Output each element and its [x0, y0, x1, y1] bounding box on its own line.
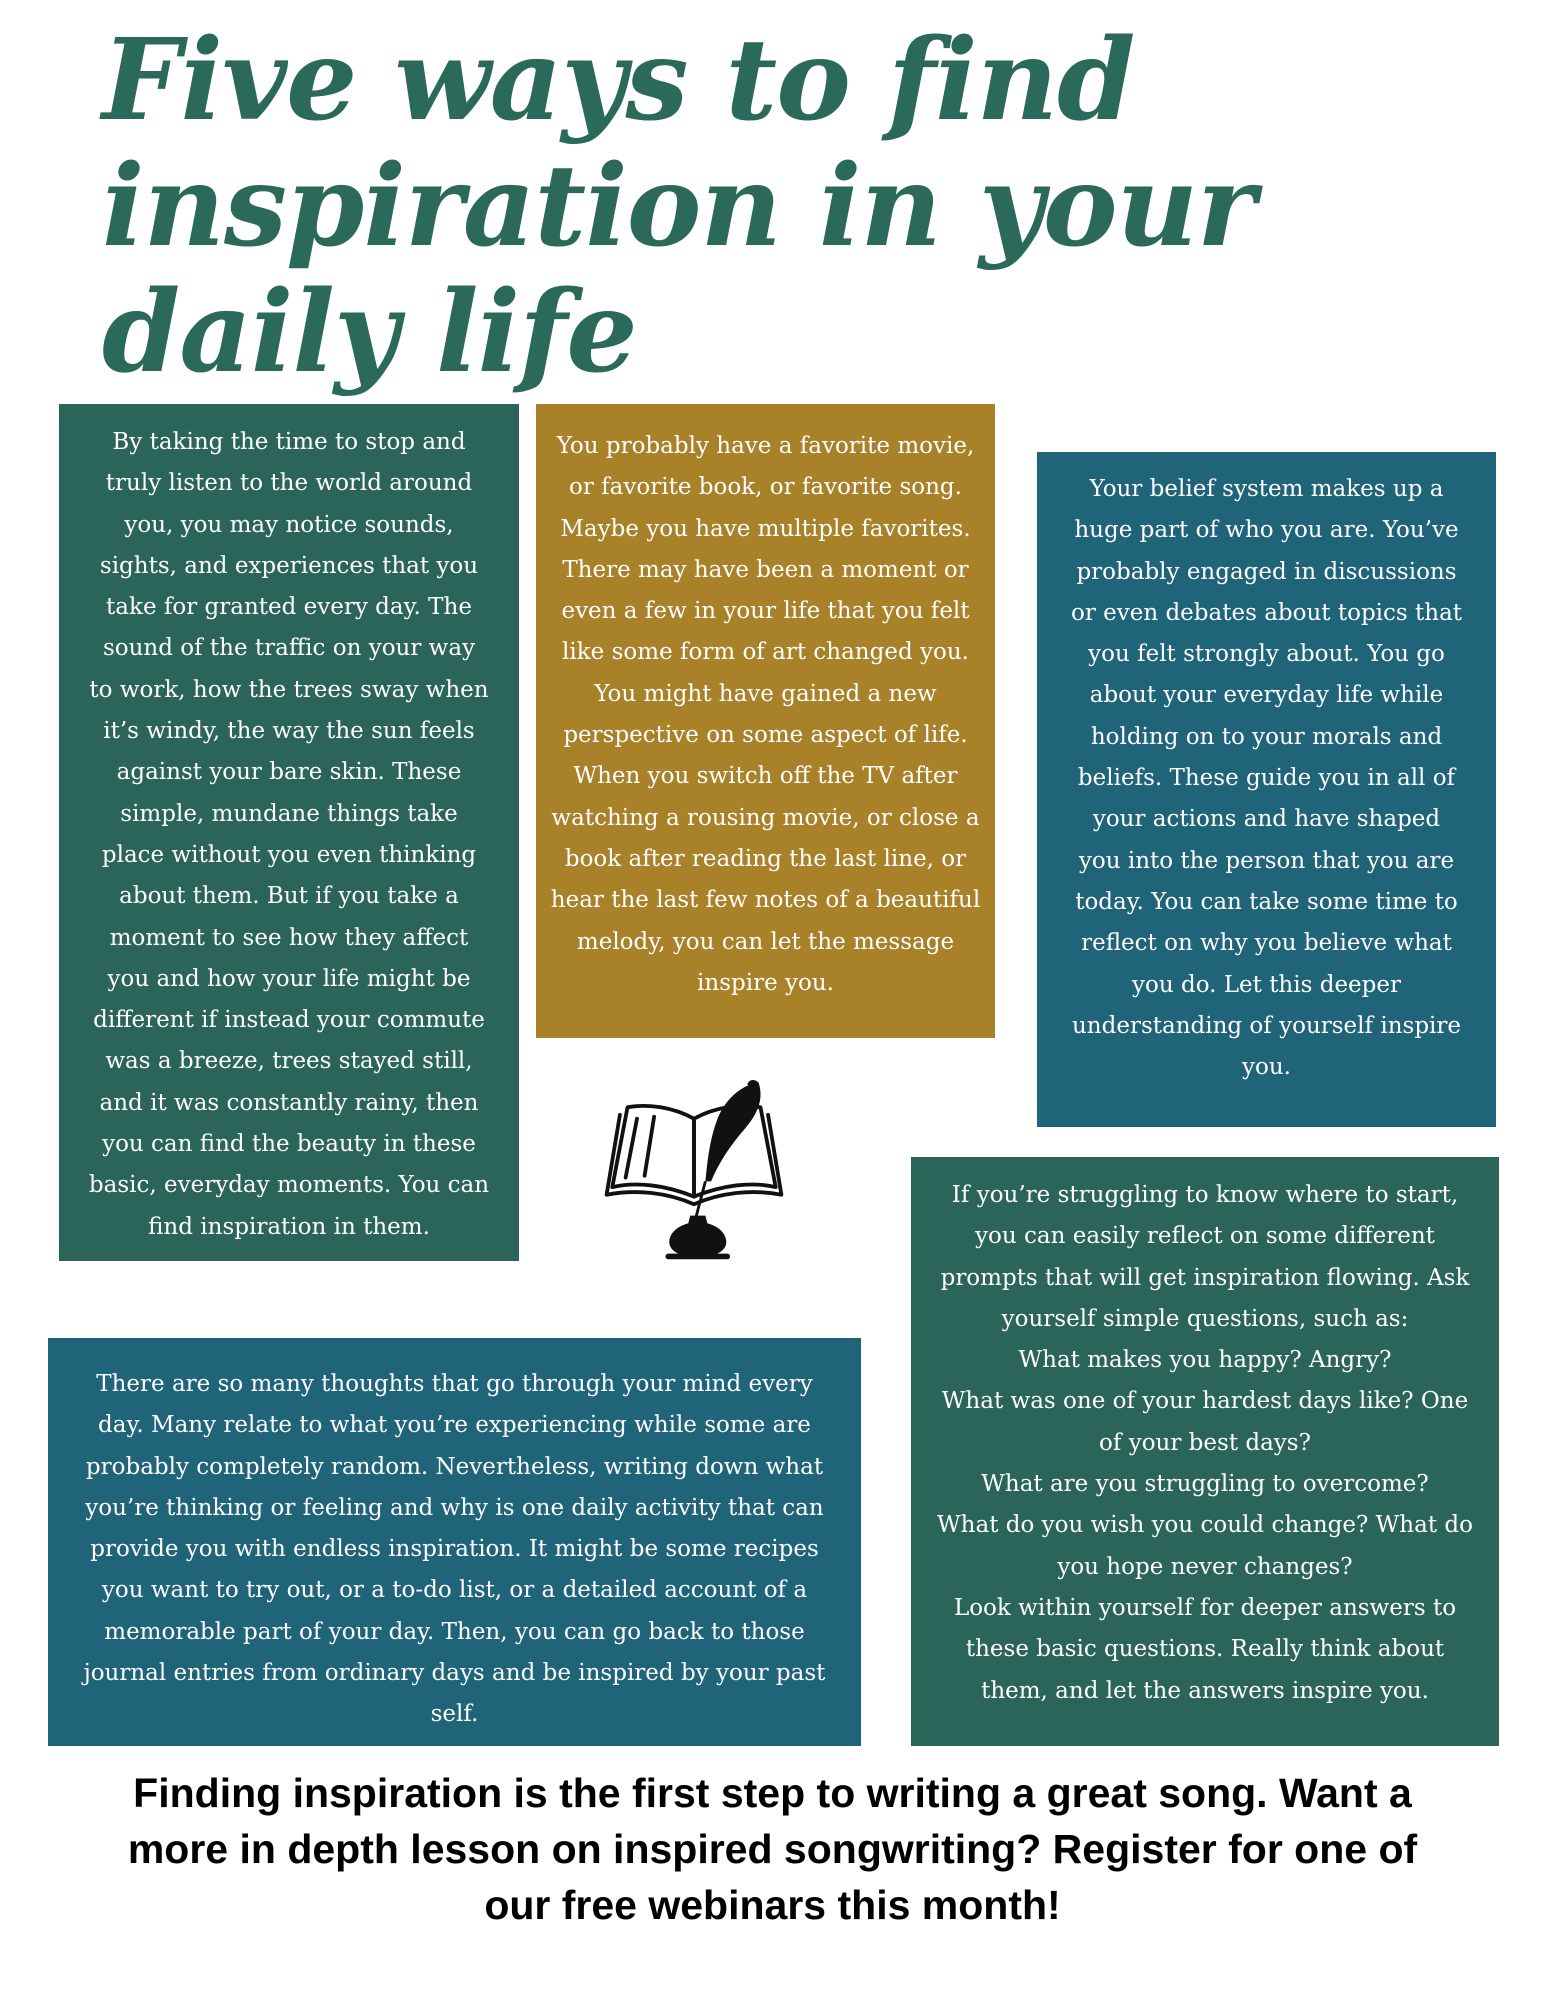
text-line: prompts that will get inspiration flowing. Ask	[940, 1264, 1470, 1291]
beliefs-tip-box	[1037, 452, 1496, 1127]
page-title	[102, 15, 1402, 398]
text-line: holding on to your morals and	[1090, 723, 1443, 750]
text-line: beliefs. These guide you in all of	[1077, 765, 1456, 792]
journal-tip-box	[48, 1338, 861, 1746]
listen-tip-text	[65, 422, 513, 1248]
text-line: you into the person that you are	[1078, 847, 1455, 874]
text-line: about your everyday life while	[1089, 682, 1444, 709]
text-line: different if instead your commute	[93, 1007, 485, 1034]
text-line: understanding of yourself inspire	[1071, 1012, 1462, 1039]
prompt-question: What do you wish you could change? What do	[937, 1512, 1473, 1539]
text-line: yourself simple questions, such as:	[1001, 1305, 1409, 1332]
title-line: daily life	[102, 267, 637, 398]
text-line: you’re thinking or feeling and why is one daily activity that can	[85, 1494, 824, 1521]
text-line: Your belief system makes up a	[1089, 476, 1444, 502]
text-line: or favorite book, or favorite song.	[569, 474, 962, 501]
call-to-action	[20, 1765, 1525, 1933]
text-line: huge part of who you are. You’ve	[1074, 517, 1459, 544]
text-line: against your bare skin. These	[116, 759, 462, 786]
text-line: book after reading the last line, or	[564, 845, 967, 872]
text-line: Look within yourself for deeper answers to	[953, 1594, 1457, 1621]
text-line: perspective on some aspect of life.	[563, 722, 968, 749]
beliefs-tip-text	[1041, 469, 1492, 1088]
book-quill-inkwell-icon	[598, 1075, 790, 1265]
text-line: about them. But if you take a	[119, 883, 459, 910]
cta-line: Finding inspiration is the first step to writing a great song. Want a	[133, 1770, 1412, 1816]
text-line: place without you even thinking	[101, 841, 477, 868]
prompt-question: What was one of your hardest days like? One	[941, 1388, 1469, 1415]
prompts-tip-box	[911, 1157, 1499, 1746]
text-line: If you’re struggling to know where to start,	[951, 1182, 1459, 1208]
text-line: you felt strongly about. You go	[1088, 641, 1445, 668]
prompt-question: you hope never changes?	[1057, 1553, 1353, 1580]
text-line: you.	[1242, 1054, 1291, 1081]
text-line: basic, everyday moments. You can	[88, 1172, 490, 1199]
text-line: hear the last few notes of a beautiful	[550, 887, 981, 914]
text-line: these basic questions. Really think about	[965, 1636, 1445, 1663]
text-line: find inspiration in them.	[148, 1213, 430, 1240]
text-line: moment to see how they affect	[109, 924, 469, 951]
text-line: day. Many relate to what you’re experiencing while some are	[98, 1412, 811, 1439]
art-tip-text	[540, 426, 991, 1004]
text-line: You might have gained a new	[594, 680, 937, 707]
text-line: you can easily reflect on some different	[975, 1223, 1435, 1250]
title-line: Five ways to find	[102, 15, 1135, 146]
text-line: Maybe you have multiple favorites.	[560, 515, 971, 542]
cta-line: our free webinars this month!	[484, 1882, 1061, 1928]
text-line: you, you may notice sounds,	[124, 511, 454, 538]
prompts-tip-text	[915, 1175, 1495, 1712]
text-line: you want to try out, or a to-do list, or a detailed account of a	[101, 1577, 808, 1604]
text-line: sound of the traffic on your way	[102, 635, 476, 662]
journal-tip-text	[52, 1364, 857, 1736]
text-line: watching a rousing movie, or close a	[551, 804, 980, 831]
text-line: today. You can take some time to	[1075, 888, 1458, 915]
listen-tip-box	[59, 404, 519, 1261]
text-line: journal entries from ordinary days and be inspired by your past	[83, 1660, 826, 1687]
text-line: and it was constantly rainy, then	[99, 1089, 479, 1116]
text-line: you and how your life might be	[107, 965, 471, 992]
text-line: By taking the time to stop and	[112, 429, 466, 455]
text-line: probably completely random. Nevertheless, writing down what	[85, 1453, 824, 1480]
text-line: take for granted every day. The	[106, 594, 472, 621]
text-line: it’s windy, the way the sun feels	[103, 718, 475, 745]
prompt-question: What are you struggling to overcome?	[981, 1471, 1429, 1498]
prompt-question: What makes you happy? Angry?	[1018, 1347, 1392, 1374]
art-tip-box	[536, 404, 995, 1038]
cta-line: more in depth lesson on inspired songwriting? Register for one of	[127, 1826, 1418, 1872]
text-line: inspire you.	[697, 969, 834, 996]
text-line: truly listen to the world around	[105, 470, 473, 497]
text-line: you can find the beauty in these	[102, 1131, 476, 1158]
text-line: even a few in your life that you felt	[561, 598, 970, 625]
text-line: sights, and experiences that you	[99, 552, 479, 579]
text-line: like some form of art changed you.	[562, 639, 969, 666]
text-line: to work, how the trees sway when	[89, 676, 489, 703]
text-line: You probably have a favorite movie,	[556, 433, 975, 459]
text-line: you do. Let this deeper	[1132, 971, 1401, 998]
text-line: simple, mundane things take	[120, 800, 458, 827]
text-line: melody, you can let the message	[576, 928, 955, 955]
prompt-question: of your best days?	[1099, 1429, 1311, 1456]
text-line: When you switch off the TV after	[573, 763, 958, 790]
text-line: or even debates about topics that	[1070, 599, 1463, 626]
text-line: self.	[430, 1701, 479, 1728]
text-line: was a breeze, trees stayed still,	[105, 1048, 473, 1075]
text-line: There may have been a moment or	[562, 556, 969, 583]
title-line: inspiration in your	[102, 141, 1256, 272]
text-line: provide you with endless inspiration. It might be some recipes	[90, 1536, 819, 1563]
text-line: There are so many thoughts that go through your mind every	[96, 1371, 813, 1397]
text-line: them, and let the answers inspire you.	[981, 1677, 1429, 1704]
text-line: reflect on why you believe what	[1081, 930, 1452, 957]
text-line: memorable part of your day. Then, you can go back to those	[104, 1618, 805, 1645]
text-line: your actions and have shaped	[1092, 806, 1441, 833]
text-line: probably engaged in discussions	[1076, 558, 1457, 585]
